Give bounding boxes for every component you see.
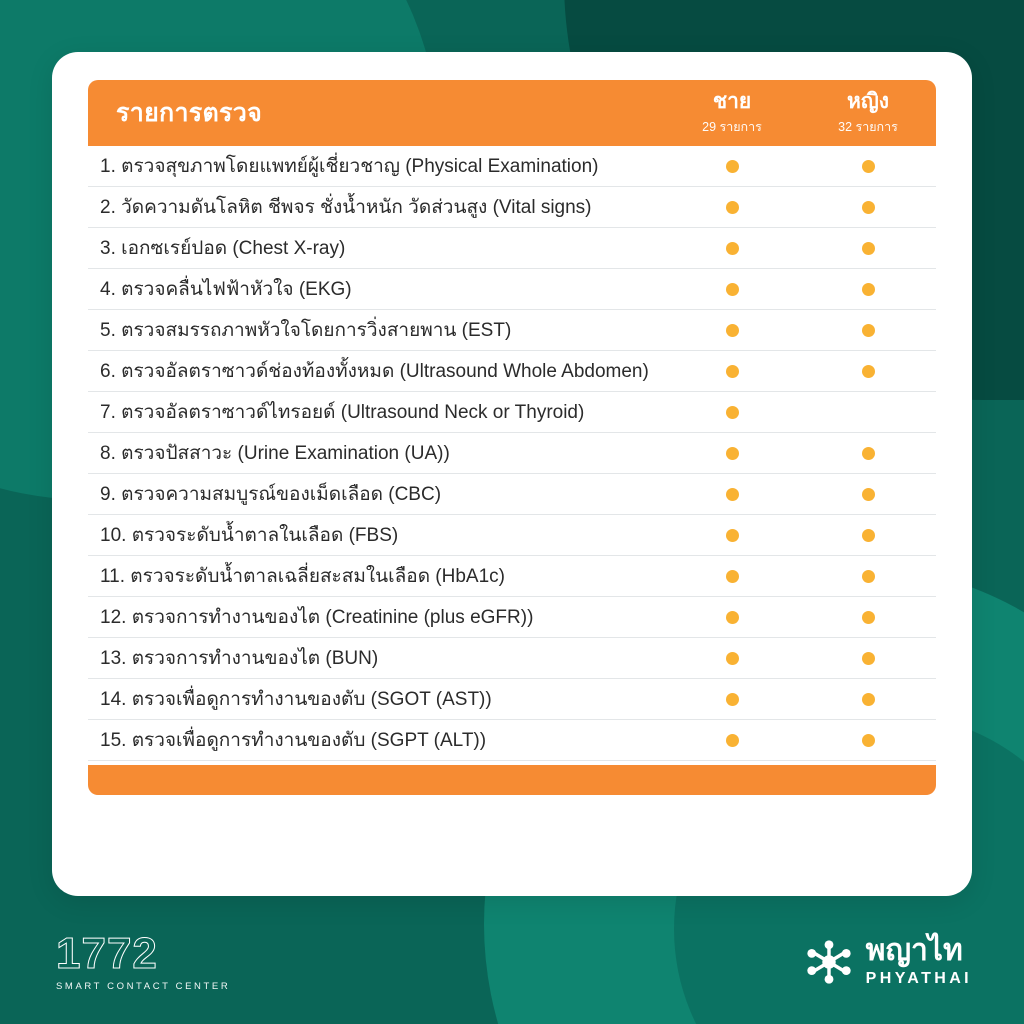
row-label: 15. ตรวจเพื่อดูการทำงานของตับ (SGPT (ALT))	[100, 730, 487, 751]
row-female-marker-cell	[800, 365, 936, 378]
included-dot-icon	[862, 652, 875, 665]
included-dot-icon	[862, 447, 875, 460]
row-male-marker-cell	[664, 611, 800, 624]
included-dot-icon	[726, 201, 739, 214]
row-female-marker-cell	[800, 652, 936, 665]
row-label: 6. ตรวจอัลตราซาวด์ช่องท้องทั้งหมด (Ultrasound Whole Abdomen)	[100, 361, 649, 382]
row-female-marker-cell	[800, 201, 936, 214]
row-female-marker-cell	[800, 734, 936, 747]
included-dot-icon	[726, 447, 739, 460]
checkup-table	[88, 80, 936, 795]
row-female-marker-cell	[800, 242, 936, 255]
table-row	[88, 146, 936, 187]
row-label: 9. ตรวจความสมบูรณ์ของเม็ดเลือด (CBC)	[100, 484, 442, 505]
table-footer-bar	[88, 765, 936, 795]
included-dot-icon	[726, 488, 739, 501]
row-label: 8. ตรวจปัสสาวะ (Urine Examination (UA))	[100, 443, 450, 464]
row-female-marker-cell	[800, 570, 936, 583]
row-female-marker-cell	[800, 160, 936, 173]
table-row	[88, 474, 936, 515]
row-male-marker-cell	[664, 283, 800, 296]
included-dot-icon	[726, 242, 739, 255]
included-dot-icon	[726, 324, 739, 337]
table-row	[88, 392, 936, 433]
row-label: 4. ตรวจคลื่นไฟฟ้าหัวใจ (EKG)	[100, 279, 352, 300]
row-female-marker-cell	[800, 611, 936, 624]
included-dot-icon	[862, 324, 875, 337]
row-female-marker-cell	[800, 529, 936, 542]
row-male-marker-cell	[664, 652, 800, 665]
row-female-marker-cell	[800, 406, 936, 419]
included-dot-icon	[862, 488, 875, 501]
row-male-marker-cell	[664, 406, 800, 419]
row-male-marker-cell	[664, 242, 800, 255]
table-row	[88, 310, 936, 351]
not-included-placeholder	[862, 406, 875, 419]
row-label: 5. ตรวจสมรรถภาพหัวใจโดยการวิ่งสายพาน (EST)	[100, 320, 512, 341]
table-row	[88, 556, 936, 597]
row-female-marker-cell	[800, 488, 936, 501]
included-dot-icon	[862, 693, 875, 706]
table-row	[88, 187, 936, 228]
column-header-male-count: 29 รายการ	[702, 119, 762, 134]
included-dot-icon	[726, 160, 739, 173]
row-male-marker-cell	[664, 529, 800, 542]
included-dot-icon	[862, 611, 875, 624]
table-title: รายการตรวจ	[116, 99, 263, 127]
row-male-marker-cell	[664, 734, 800, 747]
row-male-marker-cell	[664, 570, 800, 583]
column-header-male	[664, 80, 800, 146]
row-male-marker-cell	[664, 488, 800, 501]
row-male-marker-cell	[664, 324, 800, 337]
included-dot-icon	[726, 406, 739, 419]
included-dot-icon	[726, 734, 739, 747]
row-female-marker-cell	[800, 324, 936, 337]
brand-logo	[806, 936, 972, 988]
column-header-male-label: ชาย	[712, 90, 752, 114]
hotline-logo	[56, 929, 231, 992]
row-male-marker-cell	[664, 160, 800, 173]
included-dot-icon	[862, 365, 875, 378]
row-female-marker-cell	[800, 283, 936, 296]
row-male-marker-cell	[664, 693, 800, 706]
row-label: 11. ตรวจระดับน้ำตาลเฉลี่ยสะสมในเลือด (HbA1c)	[100, 566, 505, 587]
brand-name-english: PHYATHAI	[865, 970, 972, 987]
row-label: 14. ตรวจเพื่อดูการทำงานของตับ (SGOT (AST))	[100, 689, 492, 710]
row-male-marker-cell	[664, 365, 800, 378]
included-dot-icon	[726, 693, 739, 706]
table-row	[88, 228, 936, 269]
row-female-marker-cell	[800, 693, 936, 706]
included-dot-icon	[726, 652, 739, 665]
included-dot-icon	[862, 201, 875, 214]
row-label: 12. ตรวจการทำงานของไต (Creatinine (plus eGFR))	[100, 607, 534, 628]
table-header	[88, 80, 936, 146]
included-dot-icon	[862, 734, 875, 747]
included-dot-icon	[862, 160, 875, 173]
included-dot-icon	[862, 570, 875, 583]
row-male-marker-cell	[664, 201, 800, 214]
table-row	[88, 638, 936, 679]
column-header-female	[800, 80, 936, 146]
hotline-caption: SMART CONTACT CENTER	[56, 981, 231, 992]
column-header-female-count: 32 รายการ	[838, 119, 898, 134]
table-row	[88, 351, 936, 392]
table-row	[88, 679, 936, 720]
row-label: 2. วัดความดันโลหิต ชีพจร ชั่งน้ำหนัก วัดส่วนสูง (Vital signs)	[100, 197, 592, 218]
table-row	[88, 515, 936, 556]
included-dot-icon	[726, 283, 739, 296]
row-label: 1. ตรวจสุขภาพโดยแพทย์ผู้เชี่ยวชาญ (Physical Examination)	[100, 156, 599, 177]
hotline-number: 1772	[56, 929, 158, 978]
row-label: 7. ตรวจอัลตราซาวด์ไทรอยด์ (Ultrasound Neck or Thyroid)	[100, 402, 585, 423]
table-row	[88, 597, 936, 638]
row-male-marker-cell	[664, 447, 800, 460]
table-body	[88, 146, 936, 761]
included-dot-icon	[726, 611, 739, 624]
included-dot-icon	[726, 365, 739, 378]
row-label: 3. เอกซเรย์ปอด (Chest X-ray)	[100, 238, 346, 259]
included-dot-icon	[726, 529, 739, 542]
included-dot-icon	[862, 529, 875, 542]
included-dot-icon	[862, 283, 875, 296]
row-label: 13. ตรวจการทำงานของไต (BUN)	[100, 648, 379, 669]
checkup-card	[52, 52, 972, 896]
table-row	[88, 720, 936, 761]
brand-name-thai: พญาไท	[865, 934, 963, 967]
included-dot-icon	[726, 570, 739, 583]
row-label: 10. ตรวจระดับน้ำตาลในเลือด (FBS)	[100, 525, 399, 546]
table-row	[88, 433, 936, 474]
row-female-marker-cell	[800, 447, 936, 460]
included-dot-icon	[862, 242, 875, 255]
table-row	[88, 269, 936, 310]
column-header-female-label: หญิง	[847, 90, 889, 114]
phyathai-molecule-icon	[806, 939, 852, 985]
